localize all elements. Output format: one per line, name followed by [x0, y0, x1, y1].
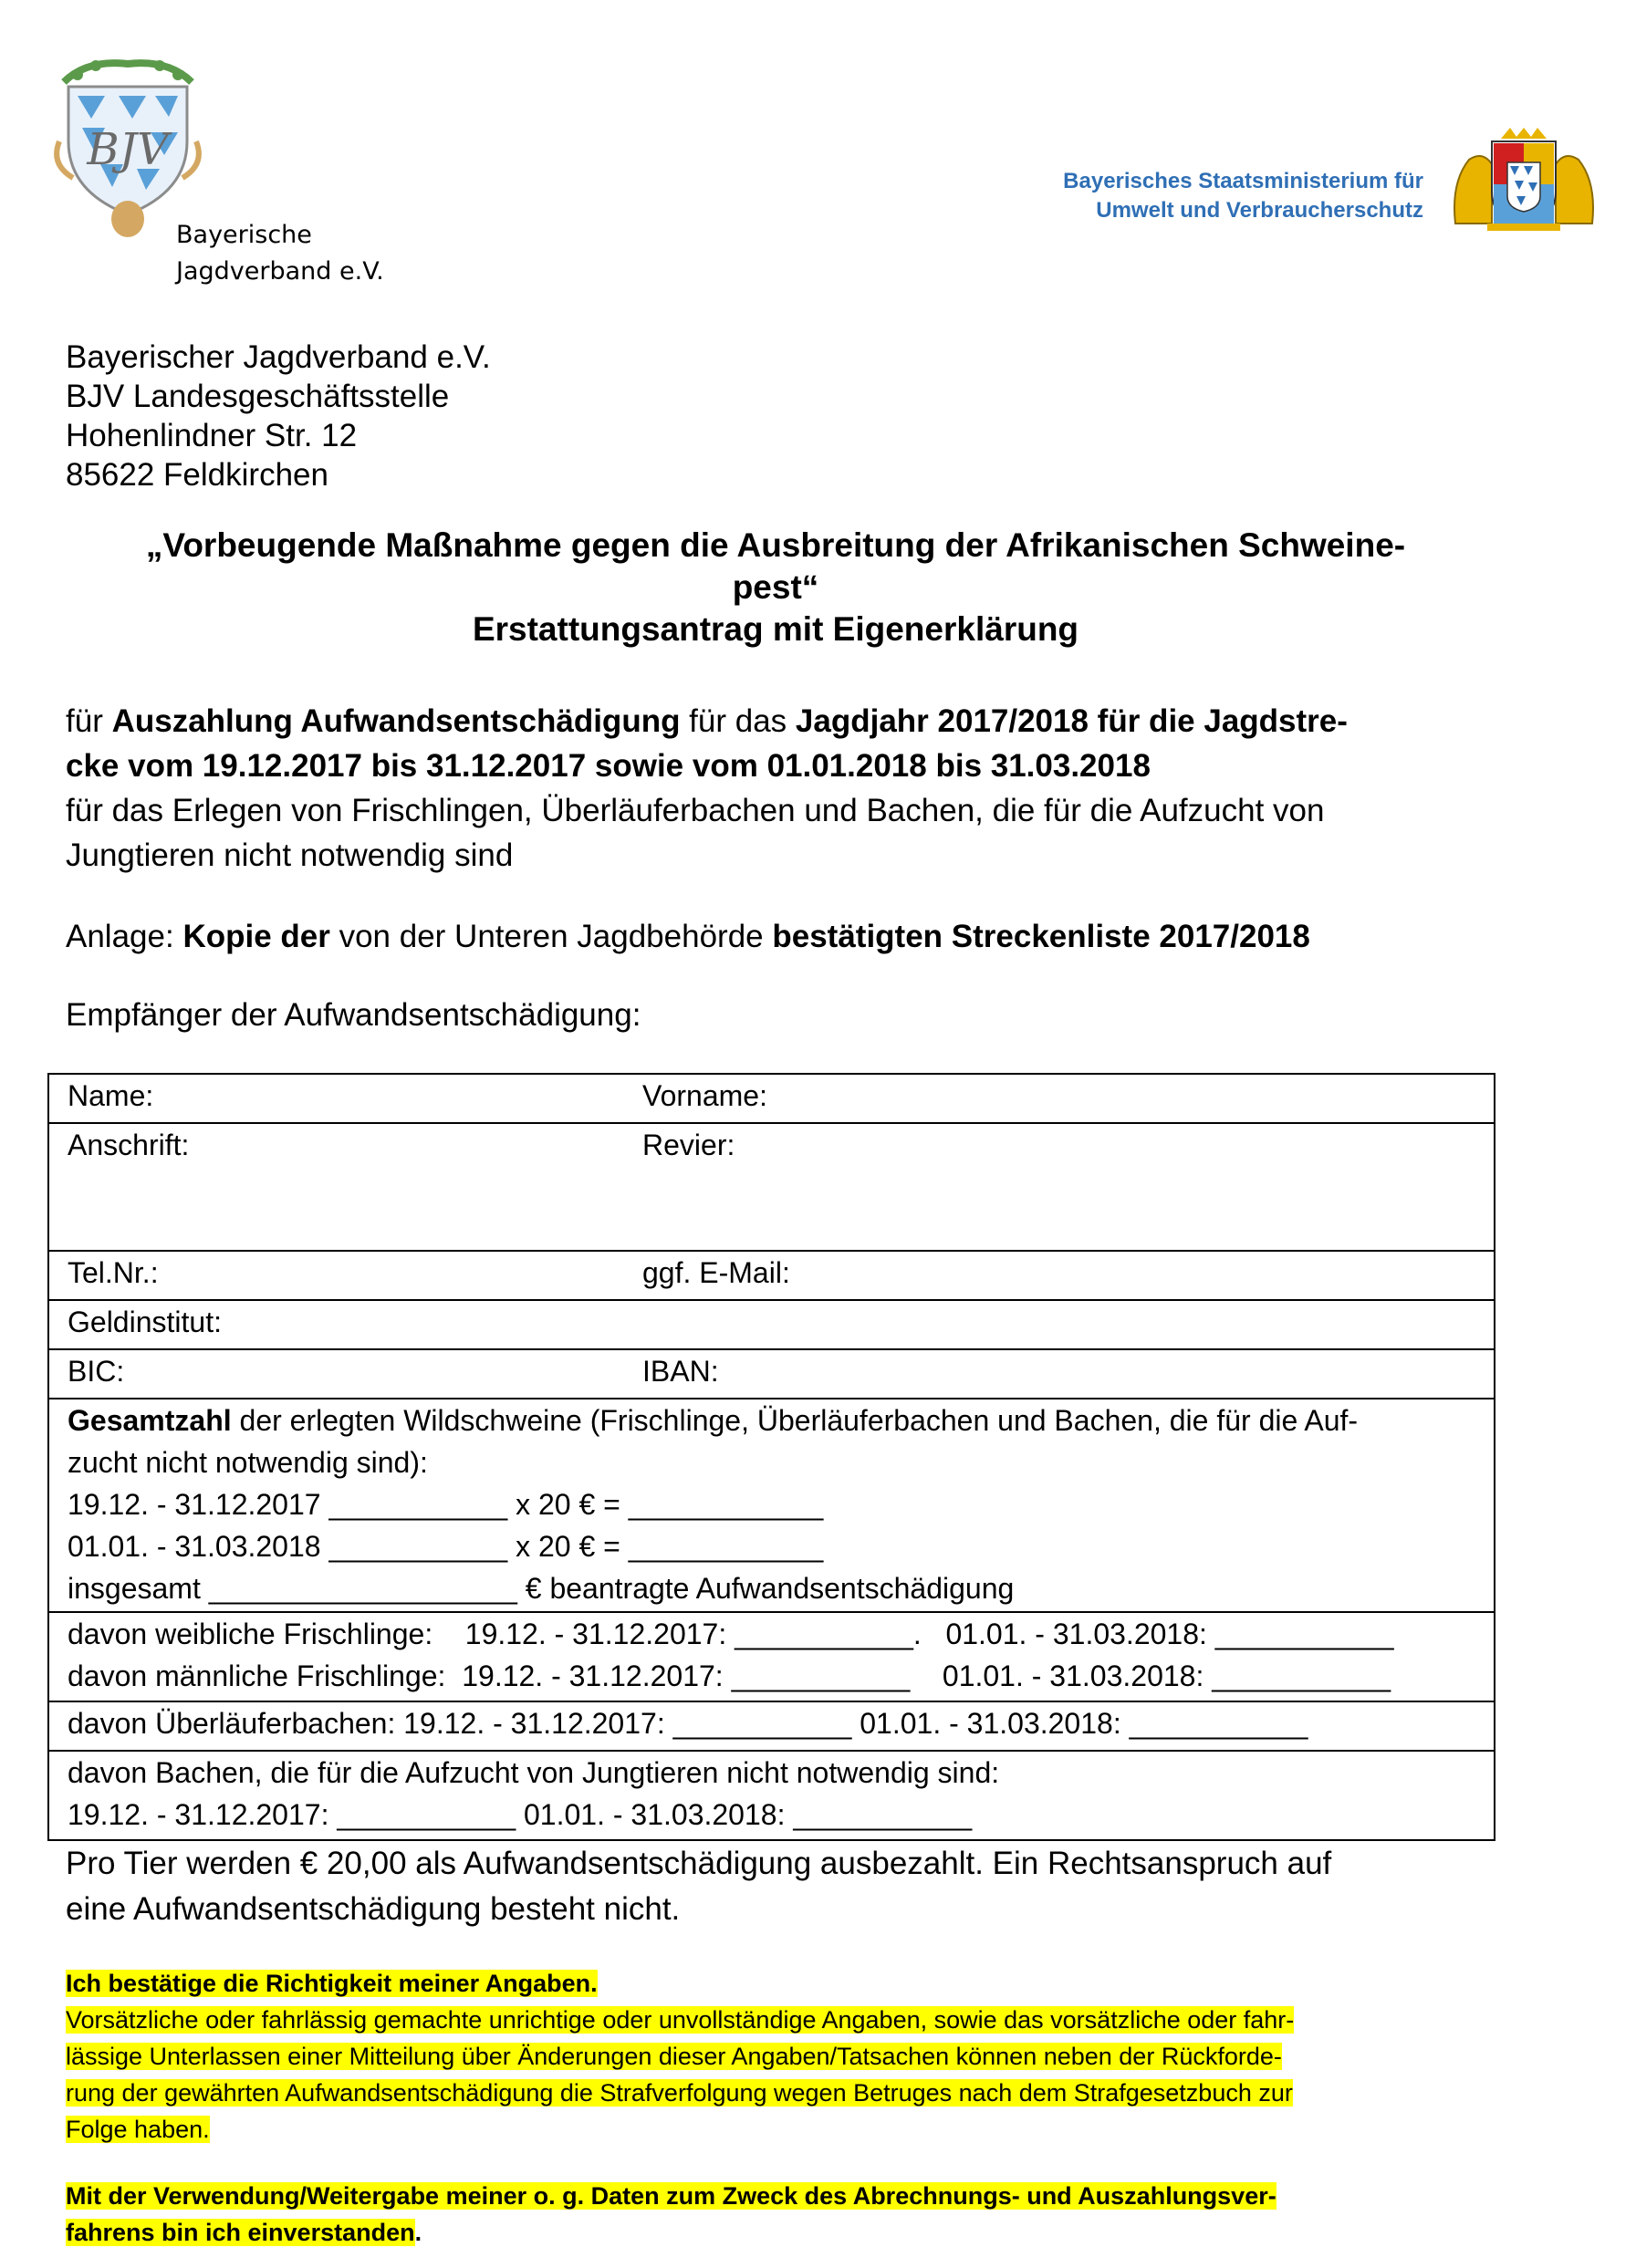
- declaration-line: Vorsätzliche oder fahrlässig gemachte unrichtige oder unvollständige Angaben, sowie das vorsätzliche oder fahr-: [66, 2006, 1295, 2034]
- calc-total[interactable]: insgesamt ___________________ € beantragte Aufwandsentschädigung: [68, 1572, 1015, 1605]
- total-count-text: [68, 1399, 1494, 1441]
- application-form: [47, 1073, 1495, 1841]
- calc-period-1[interactable]: 19.12. - 31.12.2017 ___________ x 20 € = ____________: [68, 1488, 824, 1521]
- name-field[interactable]: Name:: [68, 1079, 154, 1112]
- sender-address: [66, 338, 491, 494]
- name-row: [48, 1074, 1495, 1123]
- declaration-heading: Ich bestätige die Richtigkeit meiner Angaben.: [66, 1970, 598, 1997]
- total-count-row: [48, 1399, 1495, 1612]
- contact-row: [48, 1251, 1495, 1300]
- ministry-name-line: Bayerisches Staatsministerium für: [1063, 169, 1423, 193]
- note-line: eine Aufwandsentschädigung besteht nicht.: [66, 1891, 681, 1927]
- ueberlaeuferbachen-row: [48, 1701, 1495, 1751]
- anlage-text: Anlage:: [66, 919, 183, 954]
- purpose-line-4: Jungtieren nicht notwendig sind: [66, 837, 514, 873]
- address-line: Hohenlindner Str. 12: [66, 418, 358, 453]
- anlage-bold: bestätigten Streckenliste 2017/2018: [772, 919, 1310, 954]
- declaration-line: Folge haben.: [66, 2116, 210, 2143]
- vorname-field[interactable]: Vorname:: [642, 1079, 767, 1112]
- total-count-bold: Gesamtzahl: [68, 1404, 232, 1437]
- declaration: [66, 1965, 1489, 2148]
- bank-row: [48, 1300, 1495, 1349]
- maennliche-frischlinge[interactable]: davon männliche Frischlinge: 19.12. - 31.12.2017: ___________ 01.01. - 31.03.2018: ___________: [68, 1659, 1391, 1692]
- consent-line: Mit der Verwendung/Weitergabe meiner o. g. Daten zum Zweck des Abrechnungs- und Auszahlungsver-: [66, 2182, 1276, 2210]
- purpose-text: für das: [680, 703, 796, 739]
- anlage-text: von der Unteren Jagdbehörde: [329, 919, 773, 954]
- purpose-line-3: für das Erlegen von Frischlingen, Überläuferbachen und Bachen, die für die Aufzucht von: [66, 793, 1325, 828]
- ministry-name: [967, 167, 1423, 225]
- bjv-caption: [176, 217, 384, 290]
- bachen-field[interactable]: 19.12. - 31.12.2017: ___________ 01.01. - 31.03.2018: ___________: [68, 1798, 973, 1831]
- bjv-caption-line: Jagdverband e.V.: [176, 257, 384, 286]
- bic-field[interactable]: BIC:: [68, 1355, 125, 1388]
- address-line: BJV Landesgeschäftsstelle: [66, 379, 450, 414]
- note-line: Pro Tier werden € 20,00 als Aufwandsentschädigung ausbezahlt. Ein Rechtsanspruch auf: [66, 1846, 1332, 1881]
- bic-iban-row: [48, 1349, 1495, 1399]
- anlage-bold: Kopie der: [182, 919, 330, 954]
- title-line-3: Erstattungsantrag mit Eigenerklärung: [472, 610, 1079, 648]
- weibliche-frischlinge[interactable]: davon weibliche Frischlinge: 19.12. - 31.12.2017: ___________. 01.01. - 31.03.2018: ___________: [68, 1618, 1394, 1650]
- total-count-rest: der erlegten Wildschweine (Frischlinge, Überläuferbachen und Bachen, die für die Auf-: [231, 1404, 1359, 1437]
- purpose-line-1: [66, 699, 1471, 744]
- ministry-name-line: Umwelt und Verbraucherschutz: [1096, 198, 1423, 223]
- document-title: [36, 525, 1515, 650]
- purpose-bold: cke vom 19.12.2017 bis 31.12.2017 sowie vom 01.01.2018 bis 31.03.2018: [66, 748, 1151, 784]
- purpose-bold: Jagdjahr 2017/2018 für die Jagdstre-: [795, 703, 1348, 739]
- title-line-2: pest“: [732, 568, 819, 606]
- consent-period: .: [414, 2219, 422, 2246]
- calc-period-2[interactable]: 01.01. - 31.03.2018 ___________ x 20 € = ____________: [68, 1530, 824, 1563]
- revier-field[interactable]: Revier:: [642, 1129, 735, 1161]
- bjv-caption-line: Bayerische: [176, 221, 312, 249]
- address-row: [48, 1123, 1495, 1251]
- recipient-label: Empfänger der Aufwandsentschädigung:: [66, 997, 641, 1033]
- bavarian-crest-icon: [1451, 128, 1597, 233]
- geldinstitut-field[interactable]: Geldinstitut:: [68, 1306, 222, 1338]
- ueberlaeuferbachen-field[interactable]: davon Überläuferbachen: 19.12. - 31.12.2017: ___________ 01.01. - 31.03.2018: ___________: [68, 1707, 1308, 1740]
- anschrift-field[interactable]: Anschrift:: [68, 1129, 190, 1161]
- iban-field[interactable]: IBAN:: [642, 1355, 719, 1388]
- declaration-line: rung der gewährten Aufwandsentschädigung die Strafverfolgung wegen Betruges nach dem Strafgesetzbuch zur: [66, 2079, 1293, 2107]
- attachment-note: [66, 914, 1310, 959]
- bjv-logo: [50, 55, 205, 242]
- total-count-text-2: zucht nicht notwendig sind):: [68, 1446, 428, 1479]
- purpose-bold: Auszahlung Aufwandsentschädigung: [111, 703, 681, 739]
- consent-line: fahrens bin ich einverstanden: [66, 2219, 415, 2246]
- email-field[interactable]: ggf. E-Mail:: [642, 1256, 790, 1289]
- compensation-note: [66, 1841, 1507, 1932]
- bachen-label: davon Bachen, die für die Aufzucht von Jungtieren nicht notwendig sind:: [68, 1756, 1000, 1789]
- declaration-line: lässige Unterlassen einer Mitteilung über Änderungen dieser Angaben/Tatsachen können neben der Rückforde-: [66, 2043, 1282, 2070]
- title-line-1: „Vorbeugende Maßnahme gegen die Ausbreitung der Afrikanischen Schweine-: [145, 526, 1406, 564]
- address-line: 85622 Feldkirchen: [66, 457, 328, 493]
- consent-statement: [66, 2178, 1489, 2251]
- frischlinge-row: [48, 1612, 1495, 1701]
- purpose-text: für: [66, 703, 112, 739]
- purpose-line-2: [66, 744, 1471, 788]
- address-line: Bayerischer Jagdverband e.V.: [66, 339, 491, 375]
- logo-letters: BJV: [87, 124, 169, 175]
- bachen-row: [48, 1751, 1495, 1840]
- purpose-paragraph: [66, 699, 1471, 878]
- tel-field[interactable]: Tel.Nr.:: [68, 1256, 159, 1289]
